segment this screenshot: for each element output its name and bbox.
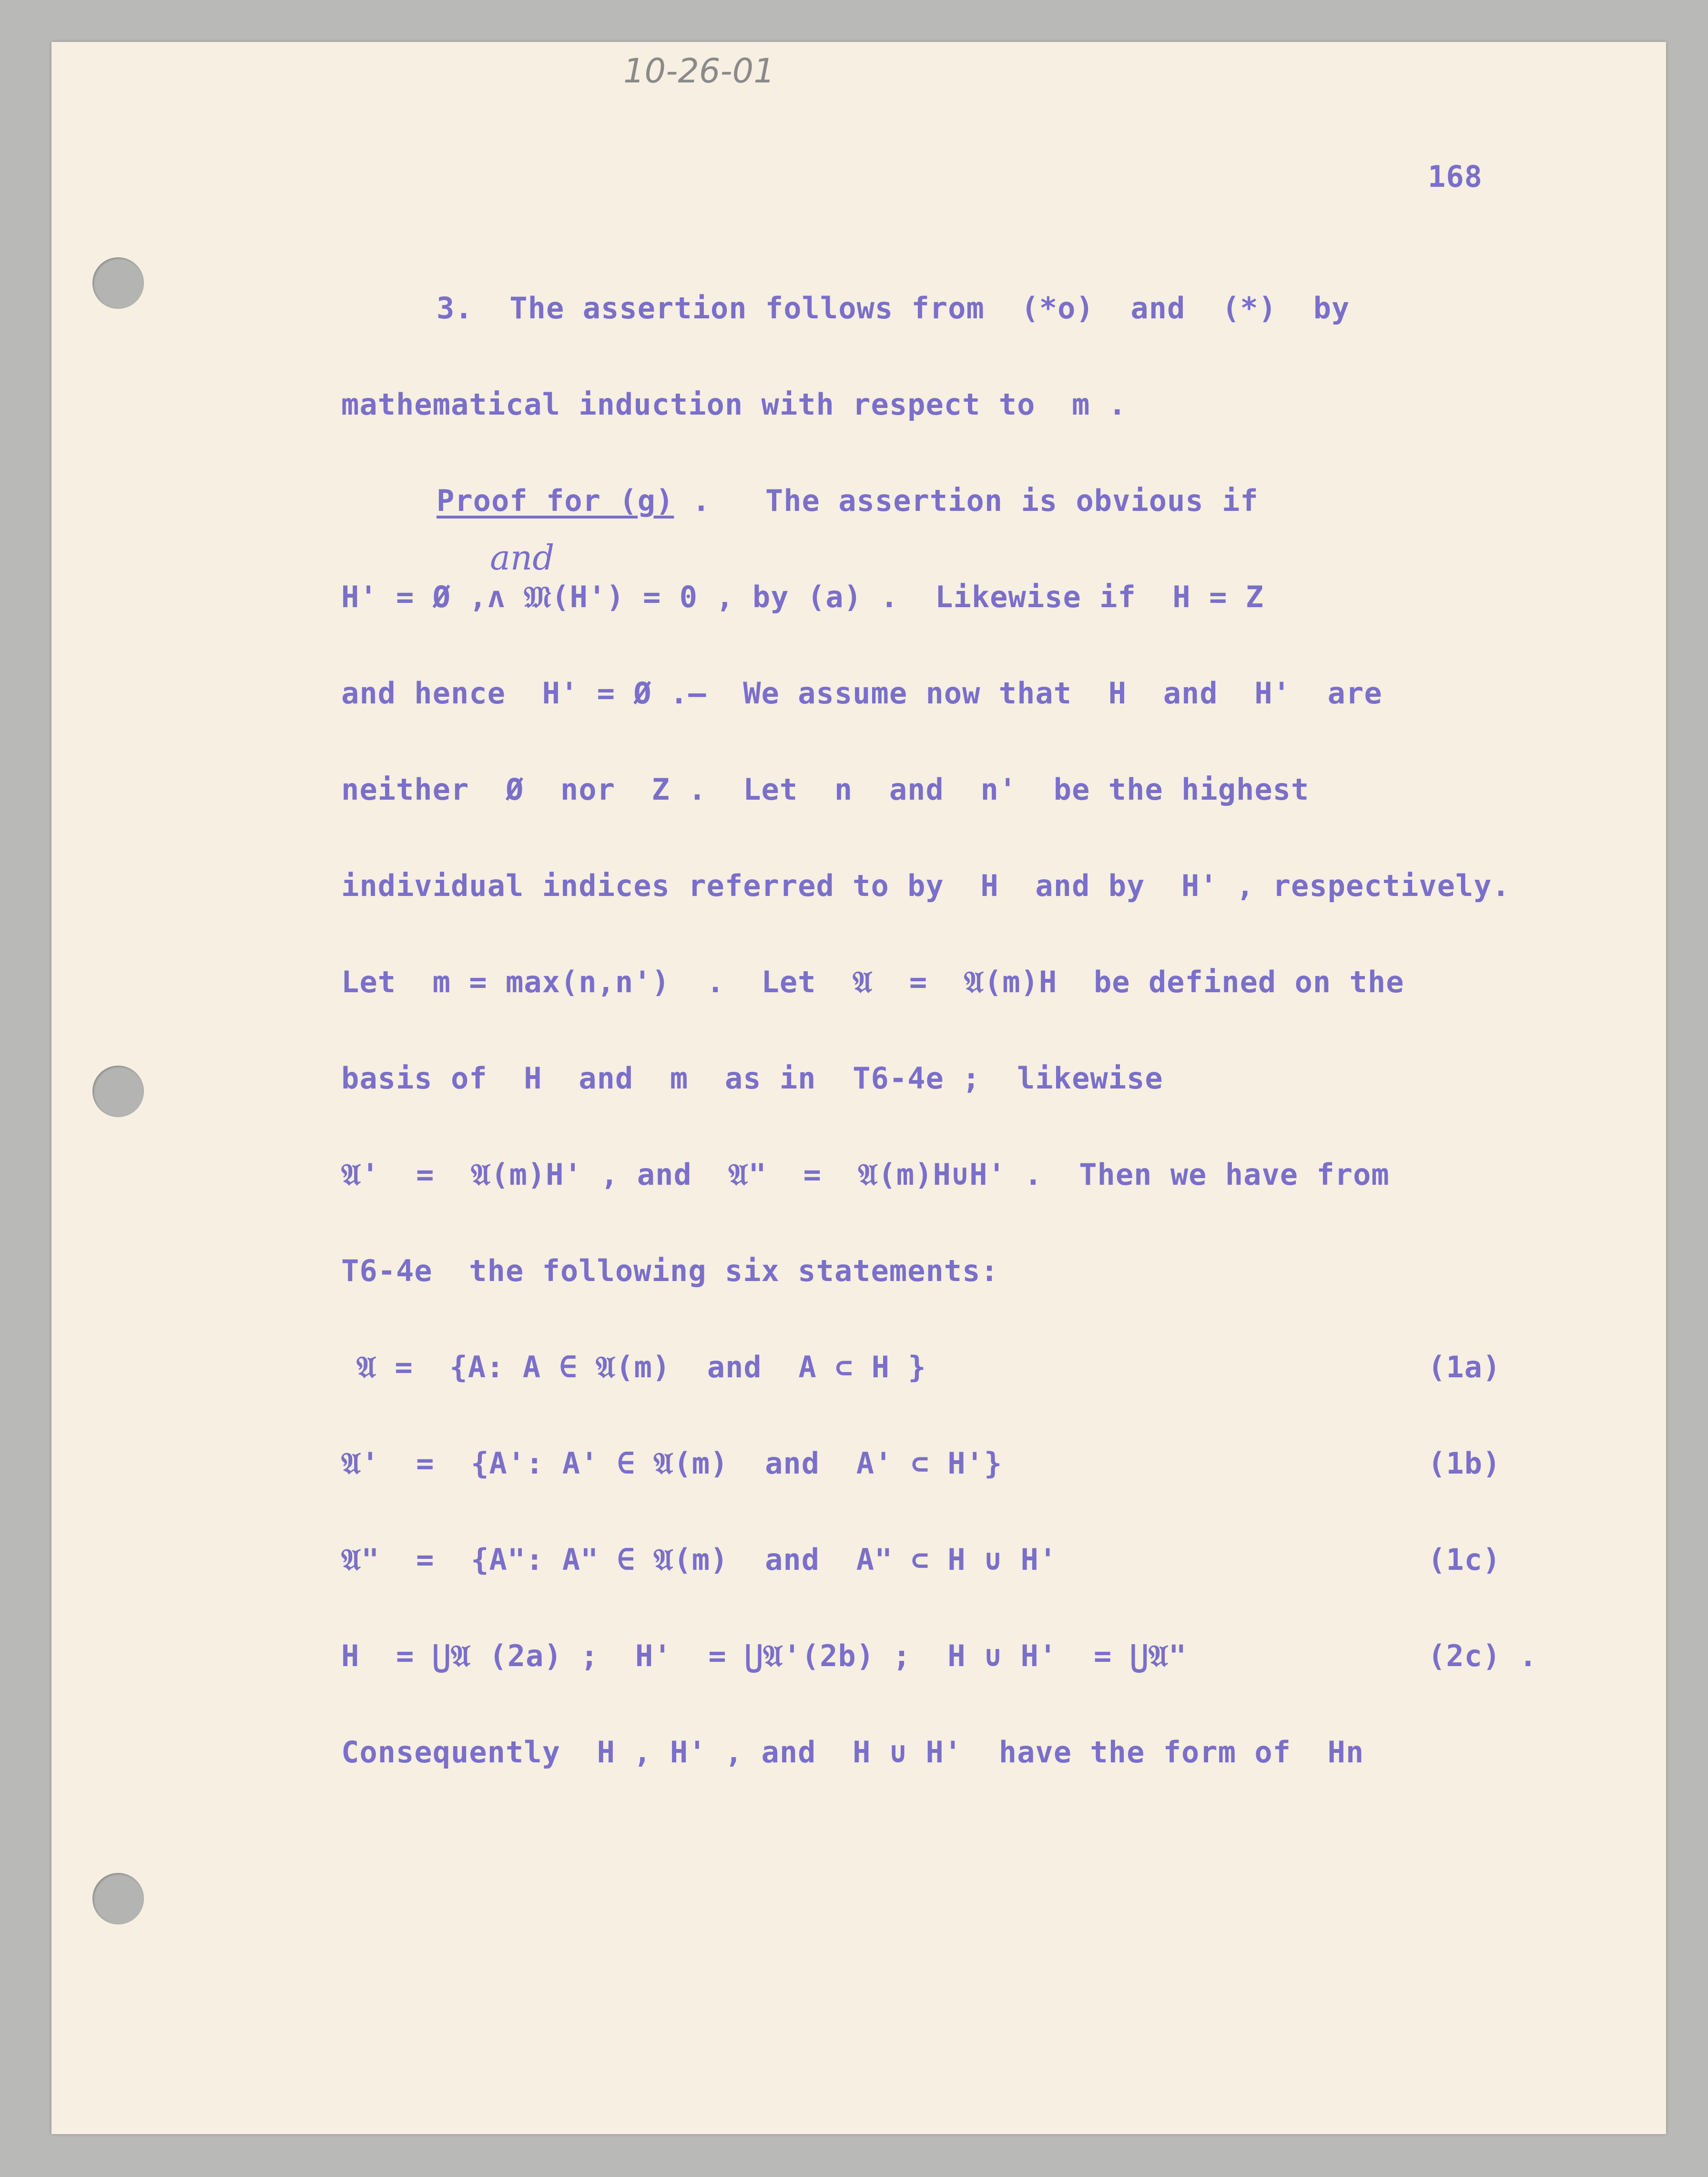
- line-6: neither Ø nor Z . Let n and n' be the highest: [341, 772, 1310, 807]
- line-2: mathematical induction with respect to m .: [341, 387, 1127, 422]
- line-5: and hence H' = Ø .— We assume now that H and H' are: [341, 676, 1383, 711]
- paper-sheet: [51, 42, 1666, 2134]
- archive-number: 10-26-01: [623, 51, 775, 91]
- proof-heading: Proof for (g): [437, 483, 674, 518]
- line-3: [437, 483, 1259, 518]
- equation-2: H = ⋃𝔄 (2a) ; H' = ⋃𝔄'(2b) ; H ∪ H' = ⋃𝔄": [341, 1638, 1187, 1673]
- equation-2-tag: (2c) .: [1428, 1638, 1537, 1673]
- equation-1b: 𝔄' = {A': A' ∈ 𝔄(m) and A' ⊂ H'}: [341, 1446, 1003, 1481]
- punch-hole-bottom: [92, 1873, 144, 1924]
- line-3-rest: . The assertion is obvious if: [674, 483, 1259, 518]
- punch-hole-top: [92, 257, 144, 309]
- line-10: 𝔄' = 𝔄(m)H' , and 𝔄" = 𝔄(m)H∪H' . Then we have from: [341, 1157, 1390, 1192]
- equation-1a-tag: (1a): [1428, 1350, 1501, 1384]
- equation-1c-tag: (1c): [1428, 1542, 1501, 1577]
- line-7: individual indices referred to by H and by H' , respectively.: [341, 868, 1510, 903]
- line-9: basis of H and m as in T6-4e ; likewise: [341, 1061, 1163, 1096]
- line-4: H' = Ø ,ʌ 𝔐(H') = 0 , by (a) . Likewise if H = Z: [341, 580, 1264, 614]
- equation-1c: 𝔄" = {A": A" ∈ 𝔄(m) and A" ⊂ H ∪ H': [341, 1542, 1057, 1577]
- line-11: T6-4e the following six statements:: [341, 1253, 999, 1288]
- page-number: 168: [1428, 159, 1483, 194]
- equation-1b-tag: (1b): [1428, 1446, 1501, 1481]
- handwritten-insert: and: [490, 538, 555, 578]
- line-1: 3. The assertion follows from (*o) and (*) by: [437, 291, 1350, 326]
- line-last: Consequently H , H' , and H ∪ H' have the form of Hn: [341, 1735, 1364, 1770]
- punch-hole-middle: [92, 1066, 144, 1117]
- equation-1a: 𝔄 = {A: A ∈ 𝔄(m) and A ⊂ H }: [356, 1350, 926, 1384]
- line-8: Let m = max(n,n') . Let 𝔄 = 𝔄(m)H be defined on the: [341, 965, 1404, 999]
